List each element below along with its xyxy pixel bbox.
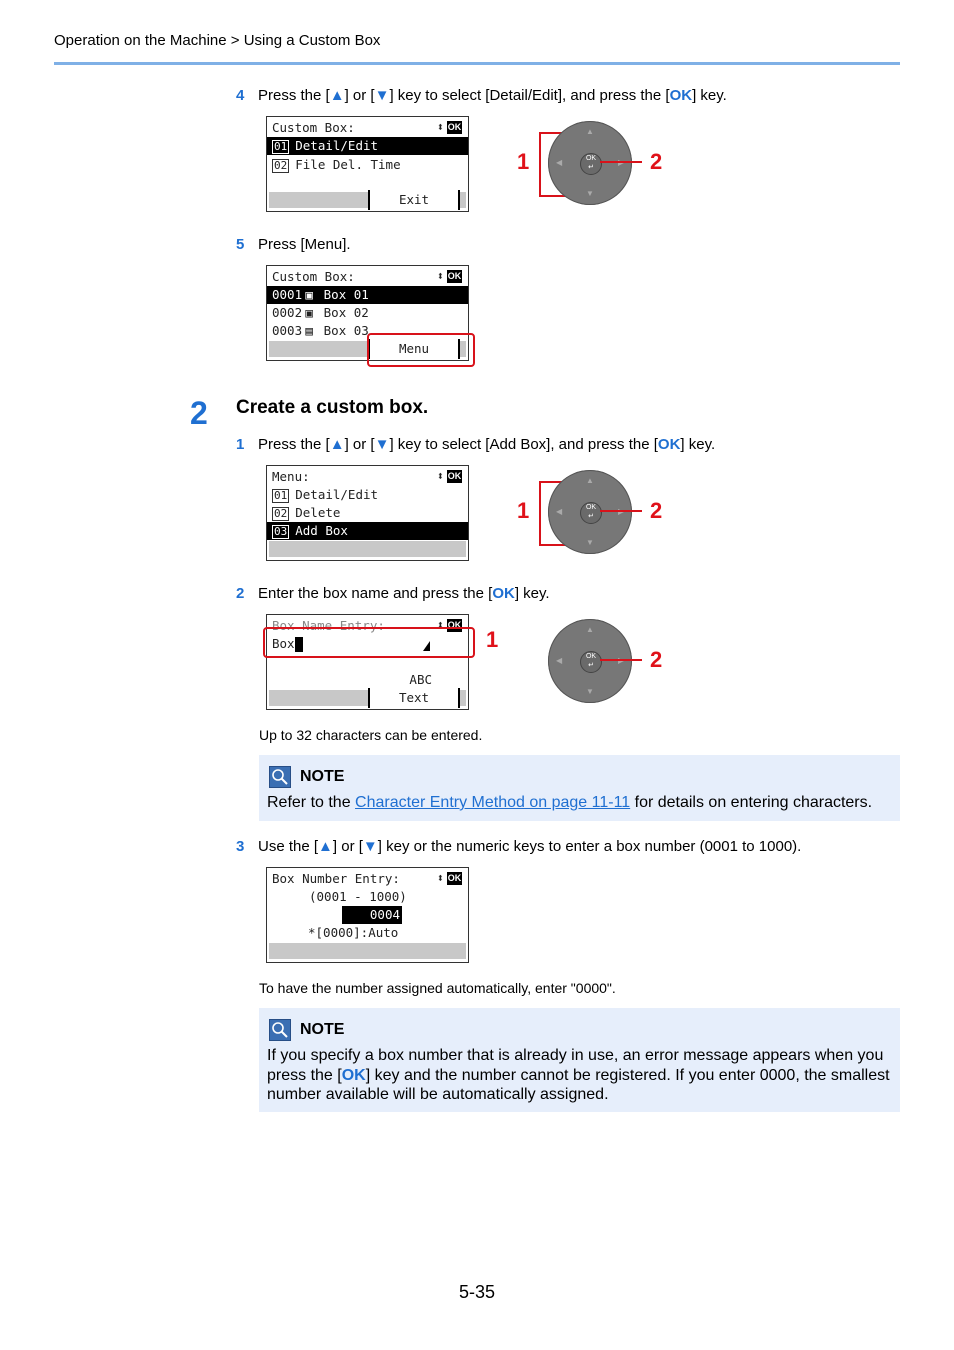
lcd-title: Custom Box: [272,120,355,135]
lcd-title: Box Number Entry: [272,871,400,886]
breadcrumb: Operation on the Machine > Using a Custom Box [54,32,381,49]
callout-1: 1 [517,149,530,174]
section-title: Create a custom box. [236,397,429,418]
enter-icon: ↵ [588,662,594,669]
move-arrows-icon: ⬍ [436,120,444,134]
down-arrow-icon: ▼ [586,189,594,198]
section-number: 2 [190,395,208,431]
note-title: NOTE [300,1021,345,1038]
ok-badge-icon: OK [447,122,462,132]
row-label: Detail/Edit [295,138,379,153]
ok-key-label: OK [669,87,693,104]
lock-icon: ▣ [305,305,313,320]
move-arrows-icon: ⬍ [436,871,444,885]
move-arrows-icon: ⬍ [436,269,444,283]
text-line [267,1066,890,1086]
step-number: 1 [236,436,245,453]
lcd-row-detail-edit [267,137,468,155]
page-number: 5-35 [459,1282,496,1302]
character-entry-link[interactable]: Character Entry Method on page 11-11 [355,794,631,811]
note-box [259,1008,900,1112]
lcd-status-icons [437,470,462,483]
note-box [259,755,900,821]
box-label: Box 01 [323,287,369,302]
text: Enter the box name and press the [ [258,585,493,602]
enter-icon: ↵ [588,513,594,520]
text: ] or [ [344,87,375,104]
lcd-row-add-box [267,522,468,540]
text-line: number available will be automatically assigned. [267,1086,609,1103]
up-arrow-icon: ▲ [586,127,594,136]
navigation-dial [548,470,632,554]
box-label: Box 02 [323,305,369,320]
text: Use the [ [258,838,319,855]
step-number: 2 [236,585,245,602]
row-label: Add Box [295,523,348,538]
step-4-instruction [236,87,727,104]
lcd-input-mode: ABC [409,672,432,687]
text-line: If you specify a box number that is already in use, an error message appears when you [267,1047,884,1064]
down-arrow-icon: ▼ [374,87,390,104]
callout-box-name-field [263,627,475,658]
lcd-softkey-bar [269,943,466,959]
left-arrow-icon: ◀ [556,158,563,167]
s2-step-3-instruction [236,838,801,855]
ok-badge-icon: OK [447,620,462,630]
lcd-row-delete [267,504,468,522]
lcd-status-icons [437,121,462,134]
ok-label: OK [585,504,597,511]
step-number: 5 [236,236,245,253]
box-icon: ▤ [305,323,313,338]
ok-button [580,651,602,673]
lcd-title: Custom Box: [272,269,355,284]
text: Press [Menu]. [258,236,351,253]
callout-box-menu [367,333,475,367]
step-number: 3 [236,838,245,855]
up-arrow-icon: ▲ [329,87,345,104]
text: ] or [ [332,838,363,855]
box-id: 0001 [272,287,303,302]
lcd-row-detail-edit [267,486,468,504]
box-label: Box 03 [323,323,369,338]
lcd-range: (0001 - 1000) [309,889,407,904]
ok-label: OK [585,653,597,660]
note-text [267,1046,890,1105]
up-arrow-icon: ▲ [586,625,594,634]
softkey-menu: Menu [368,339,460,359]
box-id: 0002 [272,305,303,320]
callout-2: 2 [650,647,663,672]
text: Press the [ [258,87,330,104]
callout-1: 1 [517,498,530,523]
text: ] key and the number cannot be registered. If you enter 0000, the smallest [365,1066,890,1084]
ok-label: OK [585,155,597,162]
ok-button [580,153,602,175]
ok-badge-icon: OK [447,271,462,281]
text: ] key or the numeric keys to enter a box number (0001 to 1000). [377,838,802,855]
up-arrow-icon: ▲ [586,476,594,485]
callout-line [600,510,642,512]
row-label: Detail/Edit [295,487,379,502]
down-arrow-icon: ▼ [362,838,378,855]
ok-badge-icon: OK [447,873,462,883]
note-title: NOTE [300,768,345,785]
lcd-row-file-del-time [267,156,468,174]
lcd-screen-menu [266,465,469,561]
hint-text: Up to 32 characters can be entered. [259,727,483,743]
callout-2: 2 [650,149,663,174]
left-arrow-icon: ◀ [556,656,563,665]
callout-1: 1 [486,627,499,652]
note-icon [269,766,291,788]
text: Refer to the [267,794,356,811]
header-divider [54,62,900,65]
text: for details on entering characters. [630,794,873,811]
row-number: 02 [274,158,288,172]
note-text [267,793,890,813]
down-arrow-icon: ▼ [586,687,594,696]
note-icon [269,1019,291,1041]
softkey-text: Text [368,688,460,708]
lcd-auto-hint: *[0000]:Auto [308,925,399,940]
box-number-value: 0004 [342,906,402,924]
lcd-row-box-02 [267,304,468,322]
text: press the [ [267,1066,342,1084]
lcd-screen-box-number-entry [266,867,469,963]
callout-2: 2 [650,498,663,523]
callout-line [600,161,642,163]
s2-step-2-instruction [236,585,550,602]
ok-key-label: OK [341,1066,366,1084]
row-number: 01 [274,139,288,153]
text: ] key to select [Add Box], and press the [ [389,436,658,453]
row-label: Delete [295,505,341,520]
softkey-exit: Exit [368,190,460,210]
lcd-row-box-01 [267,286,468,304]
text: ] key to select [Detail/Edit], and press the [ [389,87,670,104]
s2-step-1-instruction [236,436,715,453]
ok-badge-icon: OK [447,471,462,481]
lcd-screen-custom-box [266,116,469,212]
text: ] key. [514,585,550,602]
lcd-status-icons [437,872,462,885]
step-5-instruction [236,236,351,253]
lcd-status-icons [437,270,462,283]
row-number: 02 [274,506,288,520]
down-arrow-icon: ▼ [586,538,594,547]
box-id: 0003 [272,323,303,338]
ok-key-label: OK [492,585,515,602]
row-label: File Del. Time [295,157,401,172]
callout-line [600,659,642,661]
lock-icon: ▣ [305,287,313,302]
navigation-dial [548,619,632,703]
text: ] key. [692,87,727,104]
hint-text: To have the number assigned automatically, enter "0000". [259,980,616,996]
move-arrows-icon: ⬍ [436,469,444,483]
lcd-softkey-bar [269,541,466,557]
enter-icon: ↵ [588,164,594,171]
row-number: 01 [274,488,288,502]
ok-button [580,502,602,524]
step-number: 4 [236,87,245,104]
text: ] or [ [344,436,375,453]
row-number: 03 [274,524,288,538]
text: ] key. [680,436,716,453]
lcd-title: Box Name Entry: [272,618,385,633]
box-name-value: Box [272,636,295,651]
down-arrow-icon: ▼ [374,436,390,453]
navigation-dial [548,121,632,205]
move-arrows-icon: ⬍ [436,618,444,632]
up-arrow-icon: ▲ [329,436,345,453]
lcd-title: Menu: [272,469,310,484]
left-arrow-icon: ◀ [556,507,563,516]
text: Press the [ [258,436,330,453]
ok-key-label: OK [657,436,681,453]
up-arrow-icon: ▲ [318,838,333,855]
